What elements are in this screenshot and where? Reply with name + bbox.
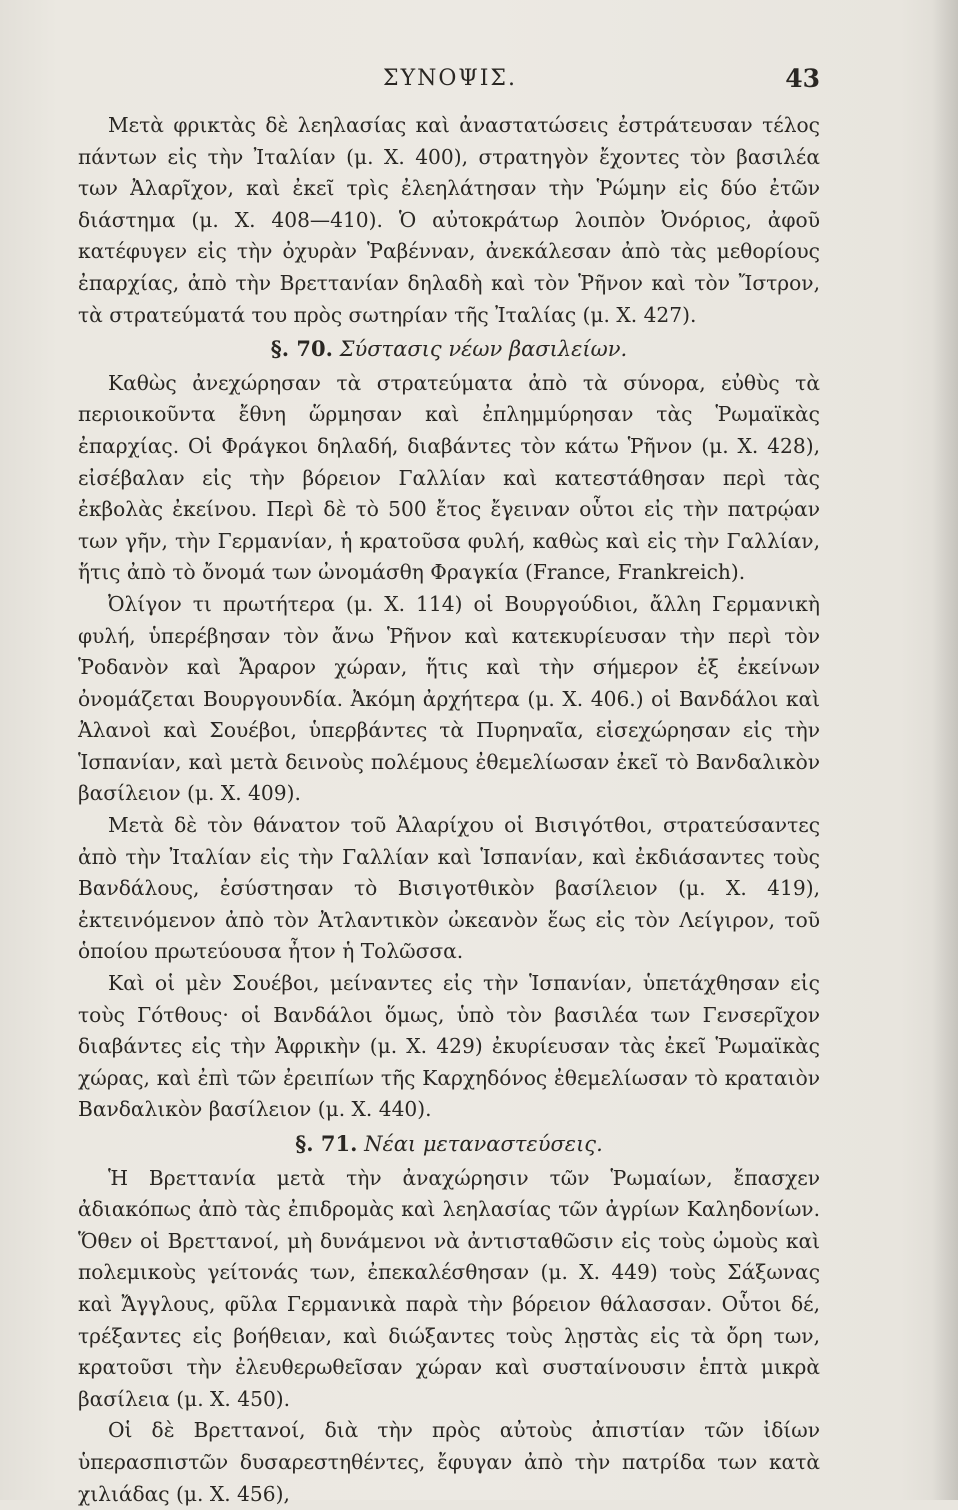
paragraph: Καὶ οἱ μὲν Σουέβοι, μείναντες εἰς τὴν Ἱσπανίαν, ὑπετάχθησαν εἰς τοὺς Γότθους· οἱ Βανδάλοι ὅμως, ὑπὸ τὸν βασιλέα των Γενσερῖχον διαβάντες εἰς τὴν Ἀφρικὴν (μ. Χ. 429) ἐκυρίευσαν τὰς ἐκεῖ Ῥωμαϊκὰς χώρας, καὶ ἐπὶ τῶν ἐρειπίων τῆς Καρχηδόνος ἐθεμελίωσαν τὸ κραταιὸν Βανδαλικὸν βασίλειον (μ. Χ. 440).: [78, 971, 820, 1122]
page-edge-shadow: [932, 0, 958, 1500]
paragraph: Μετὰ δὲ τὸν θάνατον τοῦ Ἀλαρίχου οἱ Βισιγότθοι, στρατεύσαντες ἀπὸ τὴν Ἰταλίαν εἰς τὴν Γαλλίαν καὶ Ἱσπανίαν, καὶ ἐκδιάσαντες τοὺς Βανδάλους, ἐσύστησαν τὸ Βισιγοτθικὸν βασίλειον (μ. Χ. 419), ἐκτεινόμενον ἀπὸ τὸν Ἀτλαντικὸν ὠκεανὸν ἕως εἰς τὸν Λείγιρον, τοῦ ὁποίου πρωτεύουσα ἦτον ἡ Τολῶσσα.: [78, 813, 820, 964]
paragraph: Οἱ δὲ Βρεττανοί, διὰ τὴν πρὸς αὐτοὺς ἀπιστίαν τῶν ἰδίων ὑπερασπιστῶν δυσαρεστηθέντες, ἔφυγαν ἀπὸ τὴν πατρίδα των κατὰ χιλιάδας (μ. Χ. 456),: [78, 1418, 820, 1506]
section-title: Σύστασις νέων βασιλείων.: [339, 337, 628, 362]
paragraph: Μετὰ φρικτὰς δὲ λεηλασίας καὶ ἀναστατώσεις ἐστράτευσαν τέλος πάντων εἰς τὴν Ἰταλίαν (μ. Χ. 400), στρατηγὸν ἔχοντες τὸν βασιλέα των Ἀλαρῖχον, καὶ ἐκεῖ τρὶς ἐλεηλάτησαν τὴν Ῥώμην εἰς δύο ἐτῶν διάστημα (μ. Χ. 408—410). Ὁ αὐτοκράτωρ λοιπὸν Ὀνόριος, ἀφοῦ κατέφυγεν εἰς τὴν ὀχυρὰν Ῥαβένναν, ἀνεκάλεσαν ἀπὸ τὰς μεθορίους ἐπαρχίας, ἀπὸ τὴν Βρεττανίαν δηλαδὴ καὶ τὸν Ῥῆνον καὶ τὸν Ἴστρον, τὰ στρατεύματά του πρὸς σωτηρίαν τῆς Ἰταλίας (μ. Χ. 427).: [78, 113, 820, 327]
paragraph: Ἡ Βρεττανία μετὰ τὴν ἀναχώρησιν τῶν Ῥωμαίων, ἔπασχεν ἀδιακόπως ἀπὸ τὰς ἐπιδρομὰς καὶ λεηλασίας τῶν ἀγρίων Καληδονίων. Ὅθεν οἱ Βρεττανοί, μὴ δυνάμενοι νὰ ἀντισταθῶσιν εἰς τοὺς ὠμοὺς καὶ πολεμικοὺς γείτονάς των, ἐπεκαλέσθησαν (μ. Χ. 449) τοὺς Σάξωνας καὶ Ἄγγλους, φῦλα Γερμανικὰ παρὰ τὴν βόρειον θάλασσαν. Οὗτοι δέ, τρέξαντες εἰς βοήθειαν, καὶ διώξαντες τοὺς λῃστὰς εἰς τὰ ὄρη των, κρατοῦσι τὴν ἐλευθερωθεῖσαν χώραν καὶ συσταίνουσιν ἑπτὰ μικρὰ βασίλεια (μ. Χ. 450).: [78, 1165, 820, 1411]
page-header: [80, 60, 820, 100]
section-heading-70: [78, 333, 820, 366]
section-heading-71: [78, 1128, 820, 1161]
body-text: [78, 110, 820, 1510]
paragraph: Καθὼς ἀνεχώρησαν τὰ στρατεύματα ἀπὸ τὰ σύνορα, εὐθὺς τὰ περιοικοῦντα ἔθνη ὥρμησαν καὶ ἐπλημμύρησαν τὰς Ῥωμαϊκὰς ἐπαρχίας. Οἱ Φράγκοι δηλαδή, διαβάντες τὸν κάτω Ῥῆνον (μ. Χ. 428), εἰσέβαλαν εἰς τὴν βόρειον Γαλλίαν καὶ κατεστάθησαν περὶ τὰς ἐκβολὰς ἐκείνου. Περὶ δὲ τὸ 500 ἔτος ἔγειναν οὗτοι εἰς τὴν πατρῴαν των γῆν, τὴν Γερμανίαν, ἡ κρατοῦσα φυλή, καθὼς καὶ εἰς τὴν Γαλλίαν, ἥτις ἀπὸ τὸ ὄνομά των ὠνομάσθη Φραγκία (France, Frankreich).: [78, 370, 820, 585]
section-title: Νέαι μεταναστεύσεις.: [364, 1132, 603, 1156]
section-number: §. 71.: [295, 1131, 358, 1156]
page-number: 43: [785, 64, 820, 93]
section-number: §. 70.: [270, 336, 333, 362]
running-head: ΣΥΝΟΨΙΣ.: [383, 66, 517, 91]
paragraph: Ὀλίγον τι πρωτήτερα (μ. Χ. 114) οἱ Βουργούδιοι, ἄλλη Γερμανικὴ φυλή, ὑπερέβησαν τὸν ἄνω Ῥῆνον καὶ κατεκυρίευσαν τὴν περὶ τὸν Ῥοδανὸν καὶ Ἄραρον χώραν, ἥτις καὶ τὴν σήμερον ἐξ ἐκείνων ὀνομάζεται Βουργουνδία. Ἀκόμη ἀρχήτερα (μ. Χ. 406.) οἱ Βανδάλοι καὶ Ἀλανοὶ καὶ Σουέβοι, ὑπερβάντες τὰ Πυρηναῖα, εἰσεχώρησαν εἰς τὴν Ἱσπανίαν, καὶ μετὰ δεινοὺς πολέμους ἐθεμελίωσαν ἐκεῖ τὸ Βανδαλικὸν βασίλειον (μ. Χ. 409).: [78, 591, 820, 806]
